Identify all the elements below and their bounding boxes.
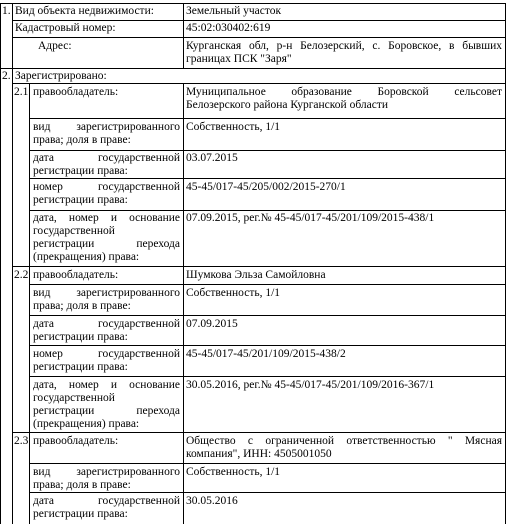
transfer-basis-label: регистрации перехода: [33, 238, 180, 250]
registration-date-value: 03.07.2015: [186, 152, 238, 164]
holder-value-line2: компания", ИНН: 4505001050: [186, 448, 332, 460]
holder-value-line2: Белозерского района Курганской области: [186, 99, 389, 111]
table-border: [12, 20, 506, 21]
address-value-line1: Курганская обл, р-н Белозерский, с. Боровское, в бывших: [186, 40, 502, 52]
registration-number-label: регистрации права:: [33, 194, 128, 206]
entry-number: 2.1: [14, 86, 29, 98]
registered-label: Зарегистрировано:: [15, 70, 107, 82]
table-border: [29, 178, 506, 179]
object-type-value: Земельный участок: [186, 5, 282, 17]
registration-date-label: дата государственной: [33, 318, 180, 330]
table-border: [12, 37, 506, 38]
table-border: [29, 284, 506, 285]
section-number: 1.: [2, 5, 11, 17]
table-border: [29, 345, 506, 346]
registration-date-label: регистрации права:: [33, 165, 128, 177]
table-border: [12, 3, 13, 524]
transfer-basis-value: 30.05.2016, рег.№ 45-45/017-45/201/109/2016-367/1: [186, 379, 435, 391]
registration-date-label: регистрации права:: [33, 508, 128, 520]
registration-number-label: номер государственной: [33, 348, 180, 360]
registration-date-value: 30.05.2016: [186, 495, 238, 507]
registration-number-value: 45-45/017-45/201/109/2015-438/2: [186, 348, 346, 360]
right-kind-label: вид зарегистрированного: [33, 287, 180, 299]
address-label: Адрес:: [38, 40, 72, 52]
right-kind-label: права; доля в праве:: [33, 134, 131, 146]
table-border: [0, 3, 506, 4]
holder-label: правообладатель:: [33, 269, 119, 281]
right-kind-label: права; доля в праве:: [33, 479, 131, 491]
right-kind-value: Собственность, 1/1: [186, 466, 281, 478]
right-kind-value: Собственность, 1/1: [186, 287, 281, 299]
table-border: [29, 376, 506, 377]
transfer-basis-label: (прекращения) права:: [33, 251, 140, 263]
transfer-basis-label: (прекращения) права:: [33, 418, 140, 430]
object-type-label: Вид объекта недвижимости:: [15, 5, 154, 17]
table-border: [29, 210, 506, 211]
transfer-basis-label: дата, номер и основание: [33, 212, 180, 224]
table-border: [29, 463, 506, 464]
holder-value-line1: Муниципальное образование Боровской сельсовет: [186, 86, 502, 98]
entry-number: 2.2: [14, 269, 29, 281]
holder-label: правообладатель:: [33, 435, 119, 447]
registration-date-label: дата государственной: [33, 495, 180, 507]
registration-number-label: номер государственной: [33, 181, 180, 193]
registration-number-label: регистрации права:: [33, 361, 128, 373]
transfer-basis-label: государственной: [33, 225, 115, 237]
table-border: [29, 315, 506, 316]
table-border: [0, 68, 506, 69]
cadastral-label: Кадастровый номер:: [15, 22, 116, 34]
table-border: [183, 3, 184, 68]
registration-date-label: регистрации права:: [33, 331, 128, 343]
transfer-basis-label: регистрации перехода: [33, 405, 180, 417]
registration-date-value: 07.09.2015: [186, 318, 238, 330]
address-value-line2: границах ПСК "Заря": [186, 53, 292, 65]
table-border: [12, 83, 506, 84]
transfer-basis-value: 07.09.2015, рег.№ 45-45/017-45/201/109/2015-438/1: [186, 212, 435, 224]
registration-number-value: 45-45/017-45/205/002/2015-270/1: [186, 181, 346, 193]
right-kind-label: вид зарегистрированного: [33, 466, 180, 478]
table-border: [29, 492, 506, 493]
table-border: [505, 3, 506, 524]
right-kind-label: вид зарегистрированного: [33, 121, 180, 133]
table-border: [12, 432, 506, 433]
section-number: 2.: [2, 70, 11, 82]
registration-date-label: дата государственной: [33, 152, 180, 164]
table-border: [29, 150, 506, 151]
holder-value-line1: Шумкова Эльза Самойловна: [186, 269, 326, 281]
table-border: [29, 118, 506, 119]
holder-label: правообладатель:: [33, 86, 119, 98]
right-kind-label: права; доля в праве:: [33, 300, 131, 312]
cadastral-value: 45:02:030402:619: [186, 22, 271, 34]
table-border: [12, 266, 506, 267]
transfer-basis-label: дата, номер и основание: [33, 379, 180, 391]
holder-value-line1: Общество с ограниченной ответственностью " Мясная: [186, 435, 502, 447]
right-kind-value: Собственность, 1/1: [186, 121, 281, 133]
transfer-basis-label: государственной: [33, 392, 115, 404]
entry-number: 2.3: [14, 435, 29, 447]
table-border: [0, 3, 1, 524]
